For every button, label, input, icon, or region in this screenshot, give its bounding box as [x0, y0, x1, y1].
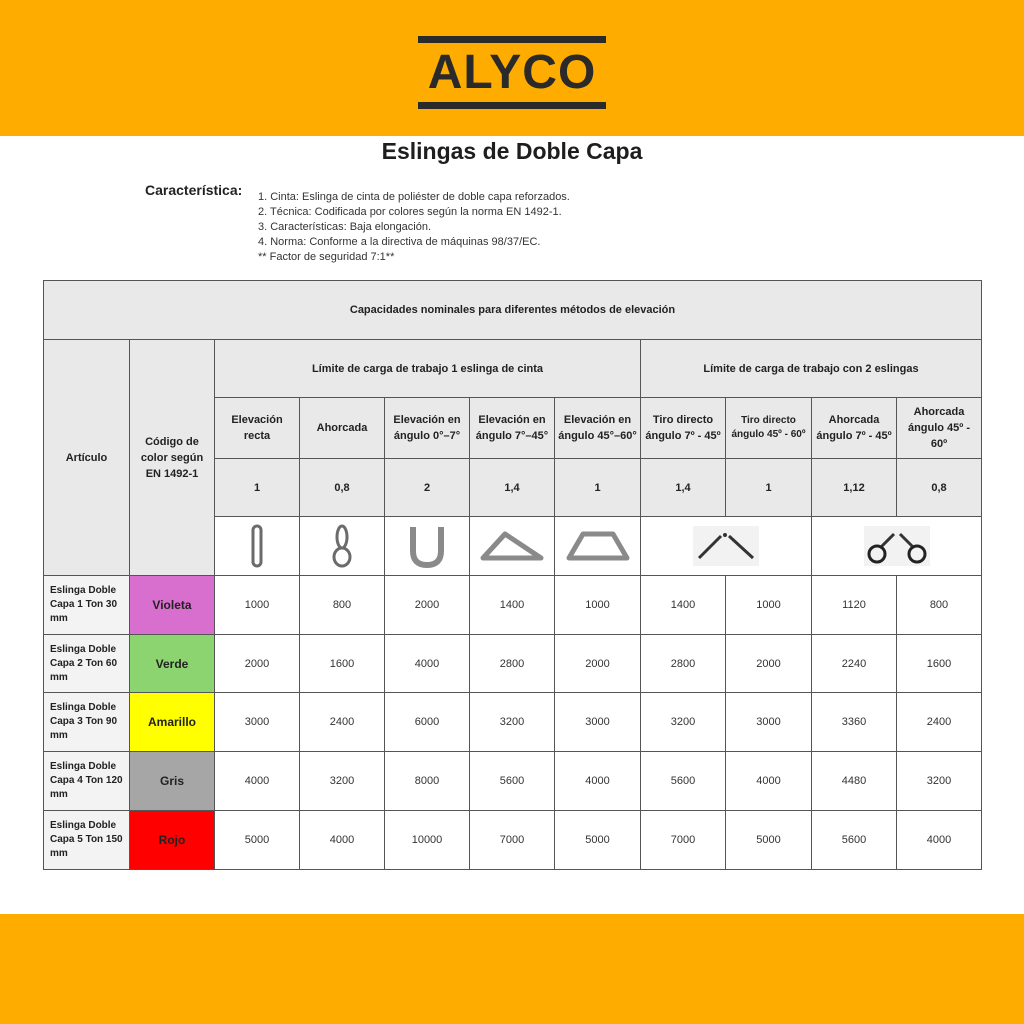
method-header: Ahorcada ángulo 7º - 45º	[812, 398, 897, 459]
two-leg-choke-sling-icon	[864, 526, 930, 566]
color-code-cell: Verde	[130, 635, 215, 693]
basket-lift-illustration	[385, 517, 470, 576]
u-sling-icon	[407, 523, 447, 569]
straight-sling-icon	[247, 523, 267, 569]
value-cell: 1120	[812, 576, 897, 635]
method-header: Tiro directo ángulo 7º - 45º	[641, 398, 726, 459]
value-cell: 4480	[812, 752, 897, 811]
method-header: Ahorcada	[300, 398, 385, 459]
factor-cell: 0,8	[300, 459, 385, 517]
value-cell: 800	[300, 576, 385, 635]
article-cell: Eslinga Doble Capa 4 Ton 120 mm	[44, 752, 130, 811]
value-cell: 3000	[215, 693, 300, 752]
basket-angle-sling-icon	[479, 526, 545, 566]
table-row	[44, 576, 982, 635]
value-cell: 2800	[641, 635, 726, 693]
value-cell: 3200	[300, 752, 385, 811]
value-cell: 800	[897, 576, 982, 635]
value-cell: 2000	[385, 576, 470, 635]
value-cell: 2000	[555, 635, 641, 693]
factor-cell: 1	[726, 459, 812, 517]
logo-text: ALYCO	[427, 46, 597, 99]
value-cell: 4000	[555, 752, 641, 811]
value-cell: 1400	[641, 576, 726, 635]
color-code-cell: Rojo	[130, 811, 215, 870]
capacity-table	[43, 280, 982, 870]
value-cell: 5000	[726, 811, 812, 870]
footer-band	[0, 914, 1024, 1024]
color-code-header: Código de color según EN 1492-1	[130, 340, 215, 576]
table-row	[44, 752, 982, 811]
value-cell: 5600	[641, 752, 726, 811]
value-cell: 3200	[641, 693, 726, 752]
value-cell: 3360	[812, 693, 897, 752]
table-title: Capacidades nominales para diferentes métodos de elevación	[44, 281, 982, 340]
value-cell: 2000	[726, 635, 812, 693]
two-sling-direct-illustration	[641, 517, 812, 576]
table-row	[44, 635, 982, 693]
angle-45-60-illustration	[555, 517, 641, 576]
characteristic-item: ** Factor de seguridad 7:1**	[258, 251, 395, 263]
factor-cell: 1,4	[641, 459, 726, 517]
value-cell: 4000	[385, 635, 470, 693]
value-cell: 7000	[470, 811, 555, 870]
characteristic-item: 4. Norma: Conforme a la directiva de máquinas 98/37/EC.	[258, 236, 541, 248]
value-cell: 1600	[897, 635, 982, 693]
value-cell: 2800	[470, 635, 555, 693]
straight-lift-illustration	[215, 517, 300, 576]
factor-cell: 1	[215, 459, 300, 517]
value-cell: 5600	[470, 752, 555, 811]
value-cell: 1000	[726, 576, 812, 635]
value-cell: 1000	[555, 576, 641, 635]
value-cell: 3200	[470, 693, 555, 752]
logo-top-bar	[418, 36, 606, 43]
table-row	[44, 693, 982, 752]
factor-cell: 0,8	[897, 459, 982, 517]
table-row	[44, 811, 982, 870]
value-cell: 2000	[215, 635, 300, 693]
characteristics-label: Característica:	[145, 182, 243, 198]
value-cell: 4000	[897, 811, 982, 870]
basket-wide-sling-icon	[565, 526, 631, 566]
single-sling-group-header: Límite de carga de trabajo 1 eslinga de cinta	[215, 340, 641, 398]
value-cell: 2240	[812, 635, 897, 693]
method-header: Elevación recta	[215, 398, 300, 459]
two-sling-choke-illustration	[812, 517, 982, 576]
factor-cell: 1	[555, 459, 641, 517]
logo-bottom-bar	[418, 102, 606, 109]
value-cell: 1000	[215, 576, 300, 635]
method-header: Ahorcada ángulo 45º - 60º	[897, 398, 982, 459]
color-code-cell: Gris	[130, 752, 215, 811]
factor-cell: 1,4	[470, 459, 555, 517]
value-cell: 8000	[385, 752, 470, 811]
article-cell: Eslinga Doble Capa 2 Ton 60 mm	[44, 635, 130, 693]
two-leg-direct-sling-icon	[693, 526, 759, 566]
double-sling-group-header: Límite de carga de trabajo con 2 eslingas	[641, 340, 982, 398]
method-header: Tiro directo ángulo 45º - 60º	[726, 398, 812, 459]
value-cell: 1600	[300, 635, 385, 693]
value-cell: 2400	[300, 693, 385, 752]
value-cell: 3000	[726, 693, 812, 752]
characteristics-list	[258, 190, 570, 265]
color-code-cell: Violeta	[130, 576, 215, 635]
value-cell: 5000	[555, 811, 641, 870]
article-header: Artículo	[44, 340, 130, 576]
value-cell: 6000	[385, 693, 470, 752]
value-cell: 3000	[555, 693, 641, 752]
color-code-cell: Amarillo	[130, 693, 215, 752]
value-cell: 4000	[300, 811, 385, 870]
method-header: Elevación en ángulo 0°–7°	[385, 398, 470, 459]
factor-cell: 2	[385, 459, 470, 517]
article-cell: Eslinga Doble Capa 1 Ton 30 mm	[44, 576, 130, 635]
value-cell: 1400	[470, 576, 555, 635]
characteristic-item: 2. Técnica: Codificada por colores según la norma EN 1492-1.	[258, 206, 562, 218]
page-title: Eslingas de Doble Capa	[381, 138, 643, 164]
value-cell: 4000	[215, 752, 300, 811]
angle-7-45-illustration	[470, 517, 555, 576]
article-cell: Eslinga Doble Capa 5 Ton 150 mm	[44, 811, 130, 870]
value-cell: 2400	[897, 693, 982, 752]
value-cell: 5000	[215, 811, 300, 870]
value-cell: 7000	[641, 811, 726, 870]
method-header: Elevación en ángulo 45°–60°	[555, 398, 641, 459]
value-cell: 3200	[897, 752, 982, 811]
factor-cell: 1,12	[812, 459, 897, 517]
choke-sling-icon	[327, 523, 357, 569]
alyco-logo	[418, 36, 606, 110]
characteristic-item: 3. Características: Baja elongación.	[258, 221, 432, 233]
choke-illustration	[300, 517, 385, 576]
value-cell: 4000	[726, 752, 812, 811]
value-cell: 10000	[385, 811, 470, 870]
article-cell: Eslinga Doble Capa 3 Ton 90 mm	[44, 693, 130, 752]
value-cell: 5600	[812, 811, 897, 870]
method-header: Elevación en ángulo 7°–45°	[470, 398, 555, 459]
characteristic-item: 1. Cinta: Eslinga de cinta de poliéster de doble capa reforzados.	[258, 191, 570, 203]
